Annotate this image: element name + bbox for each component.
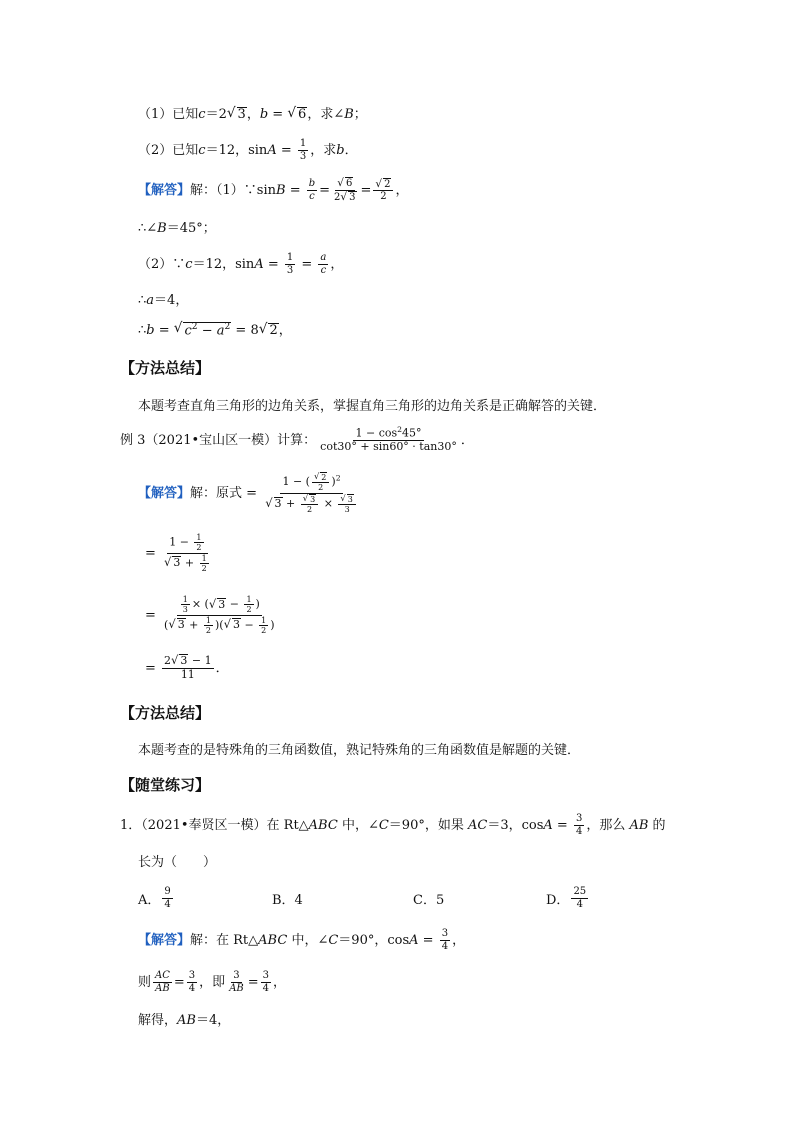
section-heading: 【方法总结】	[120, 703, 211, 722]
text: =	[247, 974, 259, 990]
exponent: 2	[335, 473, 341, 483]
fraction	[162, 654, 214, 681]
solution-line-4	[138, 290, 188, 310]
fraction	[162, 595, 277, 635]
fraction	[571, 886, 588, 910]
numerator	[373, 178, 393, 192]
text: 中，∠	[287, 932, 329, 948]
denominator: 3	[299, 150, 307, 162]
fraction	[338, 494, 355, 514]
sqrt: √ 3	[340, 492, 353, 504]
solution-line-2	[138, 218, 216, 238]
exponent: 2	[224, 322, 231, 333]
fraction	[332, 177, 358, 203]
sqrt: √ 3	[265, 495, 282, 510]
answer-line-4	[145, 650, 229, 686]
fraction	[373, 178, 393, 203]
text: ＝90°，cos	[338, 932, 410, 948]
numerator: b	[308, 178, 316, 189]
numerator: 3	[262, 970, 270, 981]
option-label: D．	[546, 892, 570, 908]
exponent: 2	[397, 425, 403, 435]
fraction	[307, 178, 317, 202]
example-3	[120, 420, 474, 460]
numerator	[338, 494, 355, 505]
var-A: A	[267, 142, 277, 158]
question-1-solution-line-3	[138, 1010, 230, 1030]
sqrt: √ 3	[223, 617, 240, 632]
text: ∴	[138, 322, 147, 338]
text: ，那么	[586, 817, 630, 833]
numerator	[162, 654, 214, 669]
text: =	[145, 545, 161, 561]
numerator: 3	[233, 970, 240, 981]
fraction	[301, 494, 318, 514]
fraction	[194, 533, 203, 552]
sqrt-expression: √ $c^2 - a^2$	[173, 320, 231, 339]
denominator: 2	[306, 504, 313, 514]
text: 的	[648, 817, 666, 833]
text: ＝12，sin	[205, 142, 268, 158]
text: ＝3，cos	[487, 817, 544, 833]
denominator: 4	[164, 898, 171, 910]
numerator	[280, 472, 342, 493]
denominator: 11	[180, 668, 195, 681]
text: =	[173, 974, 185, 990]
denominator: 2	[380, 191, 387, 202]
denominator	[332, 191, 358, 204]
text: −	[197, 323, 217, 339]
denominator: 4	[441, 940, 449, 952]
solution-line-3	[138, 246, 343, 282]
numerator: a	[320, 252, 327, 263]
answer-line-1	[138, 466, 362, 520]
question-1-continuation: 长为（ ）	[138, 854, 217, 870]
denominator: 2	[196, 543, 202, 553]
fraction	[162, 886, 172, 910]
text: ．	[344, 142, 358, 158]
radicand	[183, 322, 231, 337]
text: 则	[138, 974, 152, 990]
denominator: 4	[188, 982, 196, 994]
var-AB: AB	[629, 817, 649, 833]
var-c: c	[184, 323, 192, 339]
text: = 8	[231, 322, 259, 338]
text: 2	[164, 654, 172, 668]
radicand: 2	[321, 473, 327, 483]
text: 例 3（2021•宝山区一模）计算：	[120, 432, 317, 448]
exponent: 2	[191, 322, 198, 333]
text: 2	[334, 191, 341, 203]
radicand: 6	[345, 178, 353, 189]
sqrt: √ 2	[313, 471, 327, 483]
text: ∴∠	[138, 220, 158, 236]
sqrt: √ 3	[340, 190, 356, 203]
fraction	[181, 595, 190, 614]
var-C: C	[378, 817, 389, 833]
text: ，求∠	[307, 106, 345, 122]
text: 1 −	[169, 535, 193, 549]
problem-part-1	[138, 104, 367, 124]
answer-line-3	[145, 588, 279, 642]
sqrt: √ 2	[375, 177, 391, 190]
text: 1．（2021•奉贤区一模）在 Rt△	[120, 817, 309, 833]
numerator	[177, 595, 262, 615]
text: 45°	[402, 426, 422, 440]
var-ABC: ABC	[258, 932, 288, 948]
text: ＝45°；	[166, 220, 216, 236]
numerator: 1	[299, 138, 307, 149]
numerator	[167, 533, 207, 553]
fraction	[261, 970, 271, 994]
text: ；	[353, 106, 367, 122]
numerator	[312, 472, 329, 483]
fraction	[162, 533, 213, 573]
text: ＝90°，如果	[388, 817, 468, 833]
fraction	[200, 554, 209, 573]
fraction	[318, 426, 459, 454]
text: ，	[395, 182, 409, 198]
denominator: 3	[182, 605, 188, 615]
text: ，即	[199, 974, 226, 990]
text: ×	[320, 496, 337, 510]
var-b: b	[146, 322, 155, 338]
radicand: 3	[349, 191, 356, 203]
text: +	[282, 496, 299, 510]
var-AB: AB	[177, 1012, 196, 1028]
text: =	[418, 932, 438, 948]
numerator: 1	[205, 615, 211, 625]
var-AC: AC	[467, 817, 488, 833]
denominator	[263, 494, 360, 514]
sqrt: √ 3	[171, 653, 188, 668]
text: ，	[452, 932, 466, 948]
text: （2）∵	[138, 256, 186, 272]
numerator	[353, 426, 423, 441]
numerator: 3	[575, 813, 583, 824]
text: =	[276, 142, 296, 158]
sqrt: √ 3	[302, 492, 316, 504]
method-summary-text: 本题考查的是特殊角的三角函数值，熟记特殊角的三角函数值是解题的关键．	[138, 742, 581, 758]
denominator	[162, 616, 277, 635]
text: ＝12，sin	[192, 256, 255, 272]
radicand: 6	[298, 107, 307, 122]
radicand: 3	[237, 107, 246, 122]
text: 1 − (	[282, 475, 310, 489]
denominator: c	[320, 264, 327, 276]
text: −	[240, 618, 258, 632]
numerator: 1	[246, 595, 252, 605]
numerator	[301, 494, 318, 505]
denominator: 2	[246, 605, 252, 615]
sqrt: √ 6	[337, 177, 353, 189]
text: =	[154, 322, 174, 338]
sqrt: √ 3	[208, 596, 226, 611]
radicand: 3	[173, 556, 181, 570]
text: ，	[246, 106, 260, 122]
text: 解：原式 =	[190, 485, 262, 501]
text: ，	[273, 974, 287, 990]
question-1-solution	[138, 922, 465, 958]
fraction	[440, 928, 450, 952]
var-b: b	[259, 106, 269, 122]
var-b: b	[336, 142, 345, 158]
method-summary-text: 本题考查直角三角形的边角关系，掌握直角三角形的边角关系是正确解答的关键．	[138, 398, 607, 414]
radicand: 3	[180, 654, 188, 668]
text: =	[319, 182, 331, 198]
text: ＝2	[205, 106, 227, 122]
text: （1）已知	[138, 106, 199, 122]
answer-tag: 【解答】	[138, 932, 191, 948]
text: =	[285, 182, 305, 198]
answer-line-2	[145, 526, 215, 580]
numerator: 1	[182, 595, 188, 605]
text: ，	[278, 322, 292, 338]
radicand: 3	[218, 597, 226, 611]
text: =	[360, 182, 372, 198]
text: =	[263, 256, 283, 272]
radicand: 3	[310, 494, 316, 504]
text: 1 − cos	[355, 426, 398, 440]
numerator: 1	[196, 533, 202, 543]
fraction	[204, 616, 213, 635]
section-heading: 【方法总结】	[120, 358, 211, 377]
text: ．	[460, 432, 474, 448]
radicand: 3	[232, 618, 240, 632]
fraction	[259, 616, 268, 635]
fraction	[244, 595, 253, 614]
question-1	[120, 806, 666, 844]
var-B: B	[157, 220, 167, 236]
radicand: 2	[269, 323, 278, 338]
denominator: 2	[261, 625, 267, 635]
text: )	[255, 597, 260, 611]
denominator: 2	[205, 625, 211, 635]
var-A: A	[543, 817, 553, 833]
text: （2）已知	[138, 142, 199, 158]
text: )(	[215, 618, 224, 632]
numerator	[335, 177, 355, 191]
text: ，求	[310, 142, 337, 158]
text: =	[145, 660, 161, 676]
numerator: AC	[155, 970, 170, 981]
option-c[interactable]: C．5	[413, 892, 445, 908]
sqrt-3: √ 3	[226, 105, 246, 122]
answer-tag: 【解答】	[138, 182, 191, 198]
fraction	[285, 252, 295, 276]
text: 中，∠	[337, 817, 379, 833]
text: =	[268, 106, 288, 122]
var-c: c	[198, 106, 206, 122]
text: (	[164, 618, 169, 632]
denominator: 4	[262, 982, 270, 994]
sqrt-2: √ 2	[258, 321, 278, 338]
text: ＝4，	[154, 292, 189, 308]
fraction	[574, 813, 584, 837]
var-A: A	[254, 256, 264, 272]
text: −	[226, 597, 243, 611]
text: =	[145, 607, 161, 623]
question-1-solution-line-2	[138, 964, 286, 1000]
denominator: 2	[318, 483, 324, 493]
numerator: 9	[164, 886, 171, 897]
text: +	[185, 618, 202, 632]
numerator: 1	[286, 252, 294, 263]
var-A: A	[409, 932, 419, 948]
section-heading: 【随堂练习】	[120, 775, 211, 794]
numerator: 3	[441, 928, 449, 939]
numerator: 1	[261, 615, 267, 625]
denominator: 3	[344, 504, 350, 514]
denominator	[162, 554, 213, 573]
text: +	[181, 556, 198, 570]
var-B: B	[276, 182, 286, 198]
text: ＝4，	[195, 1012, 231, 1028]
text: 解得，	[138, 1012, 178, 1028]
option-b[interactable]: B．4	[272, 892, 303, 908]
numerator: 1	[201, 553, 207, 563]
text: ∴	[138, 292, 147, 308]
text: ，	[330, 256, 344, 272]
sqrt: √ 3	[168, 617, 185, 632]
denominator: 4	[575, 825, 583, 837]
var-C: C	[328, 932, 339, 948]
fraction	[298, 138, 308, 162]
numerator: 3	[188, 970, 196, 981]
var-c: c	[185, 256, 193, 272]
text: )	[331, 475, 336, 489]
radicand: 3	[274, 496, 282, 510]
text: =	[297, 256, 317, 272]
denominator: 2	[201, 563, 207, 573]
var-a: a	[216, 323, 225, 339]
sqrt: √ 3	[164, 555, 181, 570]
text: =	[552, 817, 572, 833]
option-label: A．	[138, 892, 161, 908]
text: )	[270, 618, 275, 632]
sqrt-6: √ 6	[287, 105, 307, 122]
var-a: a	[146, 292, 155, 308]
text: − 1	[188, 654, 212, 668]
radicand: 3	[177, 618, 185, 632]
answer-tag: 【解答】	[138, 485, 191, 501]
fraction	[318, 252, 328, 276]
fraction	[227, 970, 246, 994]
var-c: c	[198, 142, 206, 158]
fraction	[187, 970, 197, 994]
fraction	[153, 970, 172, 994]
text: 解：在 Rt△	[190, 932, 259, 948]
problem-part-2	[138, 132, 358, 168]
option-a[interactable]	[138, 880, 175, 916]
option-d[interactable]	[546, 880, 590, 916]
var-ABC: ABC	[308, 817, 338, 833]
fraction	[312, 472, 329, 492]
denominator: AB	[155, 982, 170, 994]
text: 解：（1）∵sin	[190, 182, 276, 198]
denominator: AB	[229, 982, 244, 994]
solution-line-1	[138, 172, 409, 208]
denominator: 4	[576, 898, 583, 910]
denominator: c	[309, 190, 315, 202]
denominator: cot30° + sin60° · tan30°	[320, 440, 457, 454]
radicand: 3	[347, 494, 353, 504]
text: × (	[191, 597, 209, 611]
denominator: 3	[286, 264, 294, 276]
radicand: 2	[384, 178, 391, 190]
numerator: 25	[573, 886, 587, 897]
fraction	[263, 472, 360, 514]
text: ．	[215, 660, 229, 676]
solution-line-5	[138, 318, 292, 342]
var-B: B	[344, 106, 354, 122]
